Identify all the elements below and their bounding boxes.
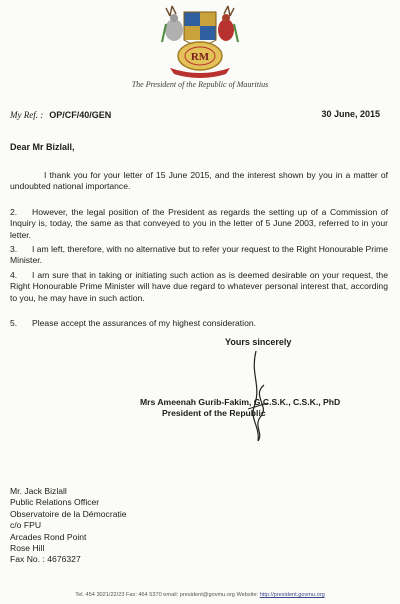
reference-value: OP/CF/40/GEN [49,110,112,120]
presidential-emblem [152,2,248,78]
footer-contact [0,592,400,598]
signer-title: President of the Republic [162,408,266,419]
footer-contact-text: Tel. 454 3021/22/23 Fax: 464 5370 email: president@govmu.org Website: [75,592,259,598]
reference-label: My Ref. : [10,110,44,120]
recipient-organisation: Observatoire de la Démocratie [10,508,127,519]
salutation: Dear Mr Bizlall, [10,142,75,152]
letterhead-caption: The President of the Republic of Mauritius [131,80,269,89]
signer-name: Mrs Ameenah Gurib-Fakim, G.C.S.K., C.S.K., PhD [140,397,341,407]
paragraph-3-text: I am left, therefore, with no alternative but to refer your request to the Right Honourable Prime Minister. [10,244,388,266]
paragraph-2-text: However, the legal position of the President as regards the setting up of a Commission of Inquiry is, today, the same as that conveyed to you in the letter of 5 June 2003, referred to in your letter. [10,207,388,240]
footer-website-link[interactable]: http://president.govmu.org [259,592,325,598]
emblem-monogram: RM [190,51,210,63]
paragraph-5-number: 5. [10,318,18,328]
paragraph-1-text: I thank you for your letter of 15 June 2015, and the interest shown by you in a matter of undoubted national importance. [10,170,388,192]
paragraph-5 [10,318,388,329]
paragraph-4 [10,270,388,304]
signer-block [140,397,390,420]
reference [10,110,111,120]
recipient-name: Mr. Jack Bizlall [10,486,67,496]
paragraph-2 [10,207,388,241]
recipient-address [10,486,127,566]
paragraph-1 [10,170,388,193]
paragraph-5-text: Please accept the assurances of my highest consideration. [32,318,257,328]
paragraph-2-number: 2. [10,207,18,217]
paragraph-4-text: I am sure that in taking or initiating such action as is deemed desirable on your request, the Right Honourable Prime Minister will have due regard to whatever personal interest that, according to you, he may have in such action. [10,270,388,303]
fax-label: Fax No. : [10,554,45,565]
recipient-care-of: c/o FPU [10,520,42,531]
closing: Yours sincerely [225,337,292,347]
paragraph-4-number: 4. [10,270,18,280]
recipient-position: Public Relations Officer [10,497,100,508]
paragraph-3-number: 3. [10,244,18,254]
recipient-town: Rose Hill [10,543,45,554]
letter-date: 30 June, 2015 [321,109,380,119]
recipient-street: Arcades Rond Point [10,531,87,542]
fax-value: 4676327 [47,554,81,565]
paragraph-3 [10,244,388,267]
recipient-fax [10,554,127,565]
